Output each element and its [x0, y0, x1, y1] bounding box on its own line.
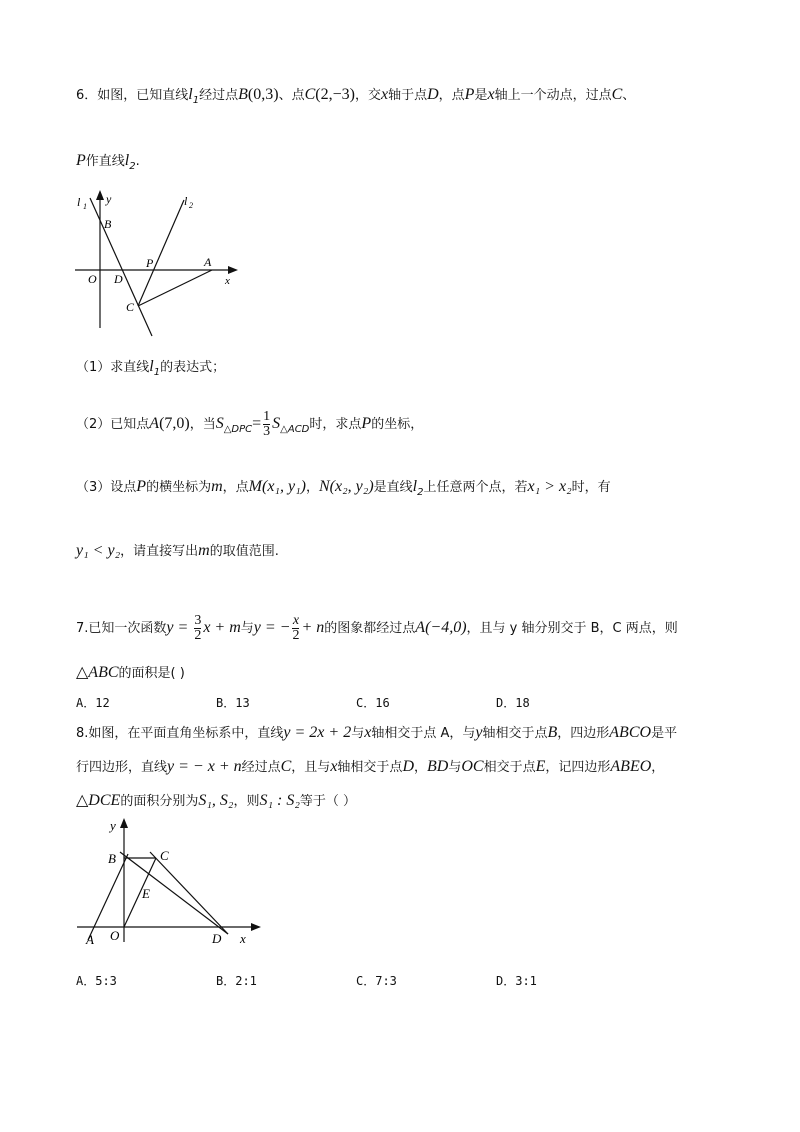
q8-option-c[interactable]: C．7:3	[356, 974, 397, 988]
q8-stem-line3: △DCE的面积分别为S₁, S₂，则S₁ : S₂等于（ ）	[76, 792, 357, 809]
point-C: C	[160, 848, 169, 863]
q8-option-d[interactable]: D．3:1	[496, 974, 537, 988]
q8-stem-line1: 8.如图，在平面直角坐标系中，直线y = 2x + 2与x轴相交于点 A，与y轴相交于点B，四边形ABCO是平	[76, 724, 678, 741]
q7-stem-line1: 7.已知一次函数y = $\frac{3}{2}$ x + m与y = − $\frac{x}{2}$ + n的图象都经过点A(−4,0)，且与 y 轴分别交于 B，C 两点，则	[76, 613, 678, 643]
q6-stem-line2: P作直线$l_2$.	[76, 152, 140, 172]
q7-stem-line2: △ABC的面积是( )	[76, 664, 185, 681]
point-A: A	[204, 255, 212, 269]
q7-options	[76, 694, 676, 711]
q6-part1: （1）求直线$l_1$的表达式；	[76, 358, 226, 378]
point-A: A	[86, 932, 94, 947]
origin-O: O	[88, 272, 97, 286]
l2-label: l	[184, 194, 188, 208]
point-B: B	[108, 851, 116, 866]
q8-figure	[72, 812, 272, 952]
fraction-three-halves: $\frac{3}{2}$	[194, 613, 202, 643]
q6-stem-line1: 6．如图，已知直线$l_1$经过点B(0,3)、点C(2,−3)，交x轴于点D，点P是x轴上一个动点，过点C、	[76, 86, 636, 106]
x-axis-label: x	[225, 275, 230, 287]
y-axis-label: y	[110, 818, 116, 833]
point-D: D	[212, 931, 222, 946]
l1-label: l	[77, 195, 81, 209]
l1-sub: 1	[83, 202, 87, 211]
q7-option-d[interactable]: D．18	[496, 696, 530, 710]
fraction-one-third: $\frac{1}{3}$	[263, 409, 271, 439]
point-P: P	[146, 256, 154, 270]
q8-options	[76, 972, 676, 989]
fraction-x-half: $\frac{x}{2}$	[292, 613, 300, 643]
q7-option-a[interactable]: A．12	[76, 696, 110, 710]
origin-O: O	[110, 928, 120, 943]
q8-option-b[interactable]: B．2:1	[216, 974, 257, 988]
x-axis-label: x	[240, 931, 246, 946]
q6-part2: （2）已知点A(7,0)，当$S_{\triangle DPC}=$ $\frac{1}{3}$ $S_{\triangle ACD}$时，求点P的坐标，	[76, 409, 424, 439]
point-B: B	[104, 217, 112, 231]
point-E: E	[142, 886, 150, 901]
point-D: D	[114, 272, 123, 286]
q7-option-b[interactable]: B．13	[216, 696, 250, 710]
y-axis-label: y	[106, 192, 112, 206]
l2-sub: 2	[189, 201, 193, 210]
q6-part3-line2: y₁ < y₂，请直接写出m的取值范围.	[76, 542, 279, 559]
q7-option-c[interactable]: C．16	[356, 696, 390, 710]
q6-part3-line1: （3）设点P的横坐标为m，点M(x₁, y₁)，N(x₂, y₂)是直线$l_2$上任意两个点，若x₁ > x₂时，有	[76, 478, 611, 498]
q8-option-a[interactable]: A．5:3	[76, 974, 117, 988]
q8-stem-line2: 行四边形，直线y = − x + n经过点C，且与x轴相交于点D，BD与OC相交于点E，记四边形ABEO，	[76, 758, 665, 775]
point-C: C	[126, 300, 135, 314]
q6-figure	[70, 188, 250, 338]
